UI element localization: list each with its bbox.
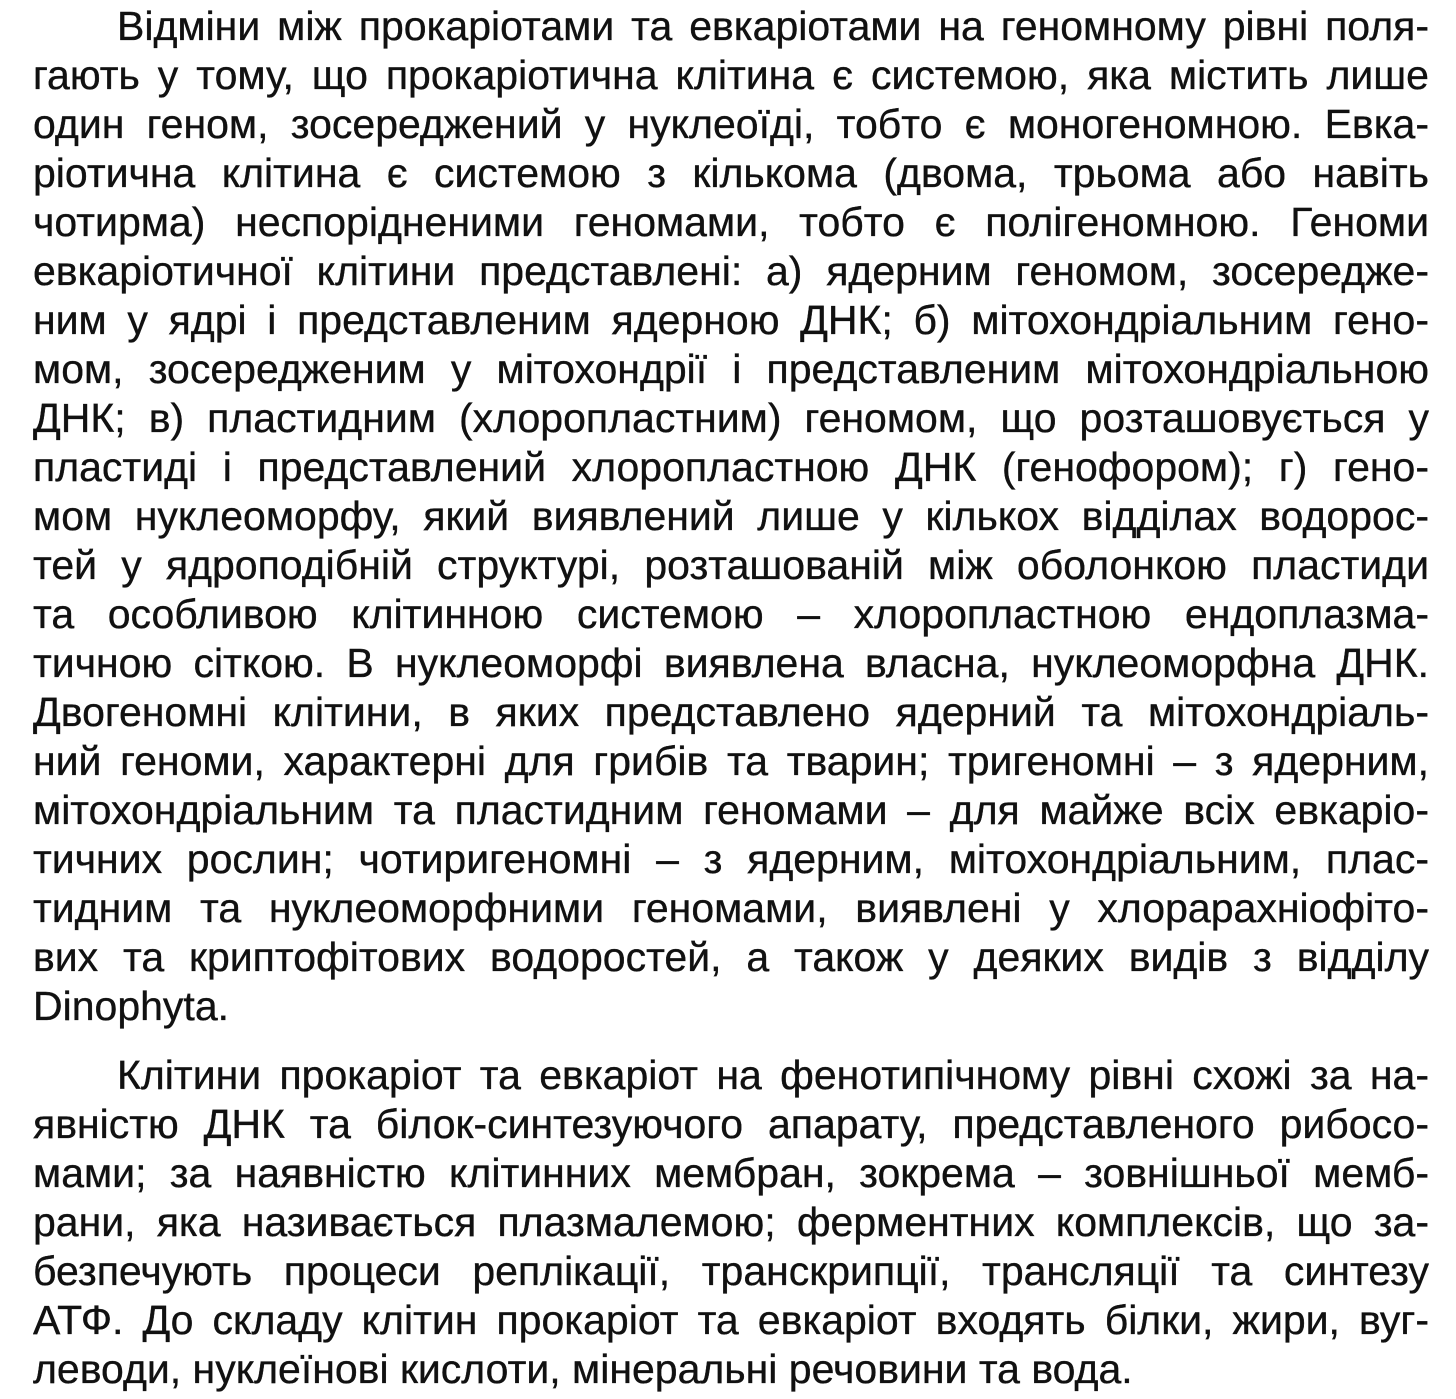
paragraph-1-line-9: ДНК; в) пластидним (хлоропластним) геномом, що розташовується у bbox=[33, 395, 1429, 441]
paragraph-1-line-8: мом, зосередженим у мітохондрії і представленим мітохондріальною bbox=[33, 346, 1429, 392]
paragraph-2-line-1: Клітини прокаріот та евкаріот на фенотипічному рівні схожі за на- bbox=[117, 1052, 1429, 1098]
paragraph-1-line-14: тичною сіткою. В нуклеоморфі виявлена власна, нуклеоморфна ДНК. bbox=[33, 640, 1429, 686]
paragraph-1-line-12: тей у ядроподібній структурі, розташованій між оболонкою пластиди bbox=[33, 542, 1429, 588]
paragraph-2-line-6: АТФ. До складу клітин прокаріот та евкаріот входять білки, жири, вуг- bbox=[33, 1297, 1429, 1343]
paragraph-1-line-4: ріотична клітина є системою з кількома (двома, трьома або навіть bbox=[33, 150, 1429, 196]
document-page bbox=[33, 0, 1429, 1399]
paragraph-1-line-7: ним у ядрі і представленим ядерною ДНК; б) мітохондріальним гено- bbox=[33, 297, 1429, 343]
paragraph-1-line-17: мітохондріальним та пластидним геномами – для майже всіх евкаріо- bbox=[33, 787, 1429, 833]
paragraph-2-line-4: рани, яка називається плазмалемою; ферментних комплексів, що за- bbox=[33, 1199, 1429, 1245]
paragraph-1-line-6: евкаріотичної клітини представлені: а) ядерним геномом, зосередже- bbox=[33, 248, 1429, 294]
paragraph-1-line-18: тичних рослин; чотиригеномні – з ядерним, мітохондріальним, плас- bbox=[33, 836, 1429, 882]
paragraph-1-line-3: один геном, зосереджений у нуклеоїді, тобто є моногеномною. Евка- bbox=[33, 101, 1429, 147]
paragraph-2-line-3: мами; за наявністю клітинних мембран, зокрема – зовнішньої мемб- bbox=[33, 1150, 1429, 1196]
paragraph-1-line-16: ний геноми, характерні для грибів та тварин; тригеномні – з ядерним, bbox=[33, 738, 1429, 784]
paragraph-2-line-5: безпечують процеси реплікації, транскрипції, трансляції та синтезу bbox=[33, 1248, 1429, 1294]
paragraph-1-line-13: та особливою клітинною системою – хлоропластною ендоплазма- bbox=[33, 591, 1429, 637]
paragraph-1-line-10: пластиді і представлений хлоропластною ДНК (генофором); г) гено- bbox=[33, 444, 1429, 490]
paragraph-1-line-5: чотирма) неспорідненими геномами, тобто є полігеномною. Геноми bbox=[33, 199, 1429, 245]
paragraph-1-line-21: Dinophyta. bbox=[33, 983, 230, 1029]
paragraph-2-line-7: леводи, нуклеїнові кислоти, мінеральні речовини та вода. bbox=[33, 1346, 1133, 1392]
paragraph-1-line-15: Двогеномні клітини, в яких представлено ядерний та мітохондріаль- bbox=[33, 689, 1429, 735]
paragraph-1-line-11: мом нуклеоморфу, який виявлений лише у кількох відділах водорос- bbox=[33, 493, 1429, 539]
paragraph-1-line-20: вих та криптофітових водоростей, а також у деяких видів з відділу bbox=[33, 934, 1429, 980]
paragraph-1-line-19: тидним та нуклеоморфними геномами, виявлені у хлорарахніофіто- bbox=[33, 885, 1429, 931]
paragraph-2-line-2: явністю ДНК та білок-синтезуючого апарату, представленого рибосо- bbox=[33, 1101, 1429, 1147]
paragraph-1-line-2: гають у тому, що прокаріотична клітина є системою, яка містить лише bbox=[33, 52, 1429, 98]
paragraph-1-line-1: Відміни між прокаріотами та евкаріотами на геномному рівні поля- bbox=[117, 3, 1429, 49]
